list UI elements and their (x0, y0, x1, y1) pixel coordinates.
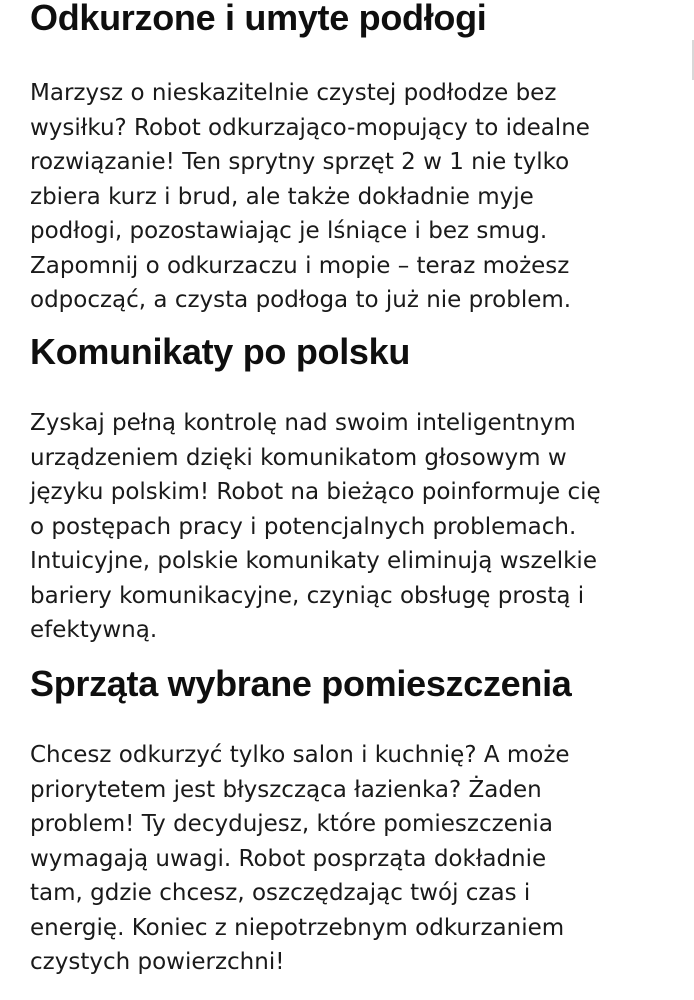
paragraph-line: odpocząć, a czysta podłoga to już nie problem. (30, 287, 572, 313)
paragraph-line: bariery komunikacyjne, czyniąc obsługę prostą i (30, 582, 585, 609)
paragraph-line: energię. Koniec z niepotrzebnym odkurzaniem (30, 914, 565, 941)
paragraph-line: czystych powierzchni! (30, 949, 285, 975)
paragraph-line: języku polskim! Robot na bieżąco poinformuje cię (30, 479, 601, 505)
section-paragraph (30, 738, 570, 980)
paragraph-line: Intuicyjne, polskie komunikaty eliminują wszelkie (30, 548, 597, 574)
paragraph-line: wymagają uwagi. Robot posprząta dokładnie (30, 845, 547, 872)
section-heading: Komunikaty po polsku (30, 331, 411, 372)
paragraph-line: o postępach pracy i potencjalnych problemach. (30, 513, 577, 540)
paragraph-line: Chcesz odkurzyć tylko salon i kuchnię? A może (30, 742, 570, 768)
paragraph-line: efektywną. (30, 617, 158, 643)
section-heading: Sprząta wybrane pomieszczenia (30, 663, 572, 704)
section-paragraph (30, 76, 590, 318)
paragraph-line: problem! Ty decydujesz, które pomieszczenia (30, 811, 553, 837)
paragraph-line: priorytetem jest błyszcząca łazienka? Żaden (30, 776, 542, 803)
paragraph-line: podłogi, pozostawiając je lśniące i bez smug. (30, 218, 548, 244)
paragraph-line: wysiłku? Robot odkurzająco-mopujący to idealne (30, 114, 590, 141)
section-paragraph (30, 406, 601, 648)
paragraph-line: Zapomnij o odkurzaczu i mopie – teraz możesz (30, 252, 570, 279)
paragraph-line: zbiera kurz i brud, ale także dokładnie myje (30, 183, 534, 210)
paragraph-line: Marzysz o nieskazitelnie czystej podłodze bez (30, 80, 557, 106)
paragraph-line: Zyskaj pełną kontrolę nad swoim inteligentnym (30, 410, 576, 436)
paragraph-line: rozwiązanie! Ten sprytny sprzęt 2 w 1 nie tylko (30, 149, 570, 175)
paragraph-line: tam, gdzie chcesz, oszczędzając twój czas i (30, 880, 531, 906)
section-heading: Odkurzone i umyte podłogi (30, 0, 487, 38)
paragraph-line: urządzeniem dzięki komunikatom głosowym w (30, 444, 567, 471)
